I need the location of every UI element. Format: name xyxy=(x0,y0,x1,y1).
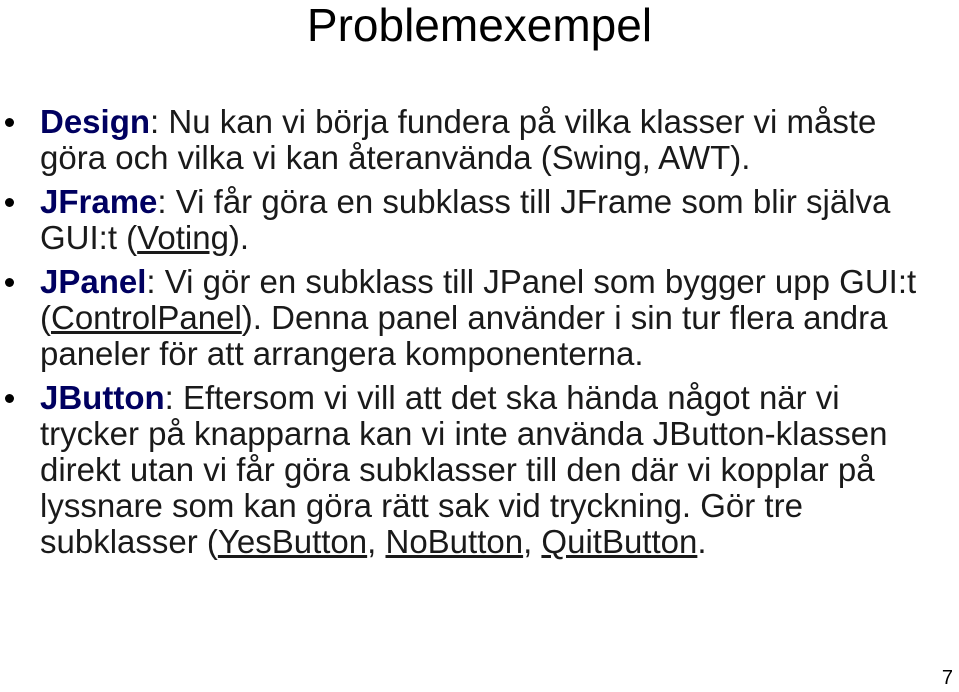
bullet-design xyxy=(0,104,940,176)
separator-2: , xyxy=(523,523,542,560)
bullet-jpanel xyxy=(0,264,940,372)
separator-1: , xyxy=(367,523,386,560)
bullet-jframe-text-after: ). xyxy=(228,219,250,256)
bullet-jbutton xyxy=(0,380,940,560)
term-jpanel: JPanel xyxy=(40,263,147,300)
term-jbutton: JButton xyxy=(40,379,165,416)
link-quitbutton[interactable]: QuitButton xyxy=(541,523,698,560)
bullet-jpanel-text-before: : Vi gör en subklass till JPanel som bygger upp GUI:t ( xyxy=(40,263,917,336)
page-number: 7 xyxy=(941,667,953,689)
bullet-jbutton-text-before: : Eftersom vi vill att det ska hända något när vi trycker på knapparna kan vi inte använda JButton-klassen direkt utan vi får göra subklasser till den där vi kopplar på lyssnare som kan göra rätt sak vid tryckning. Gör tre subklasser ( xyxy=(40,379,888,560)
bullet-jframe-text-before: : Vi får göra en subklass till JFrame som blir själva GUI:t ( xyxy=(40,183,891,256)
term-jframe: JFrame xyxy=(40,183,158,220)
link-nobutton[interactable]: NoButton xyxy=(385,523,524,560)
term-design: Design xyxy=(40,103,151,140)
link-voting[interactable]: Voting xyxy=(137,219,229,256)
link-controlpanel[interactable]: ControlPanel xyxy=(51,299,242,336)
bullet-design-text: : Nu kan vi börja fundera på vilka klasser vi måste göra och vilka vi kan återanvända (Swing, AWT). xyxy=(40,103,877,176)
bullet-jbutton-text-after: . xyxy=(697,523,707,560)
bullet-jframe xyxy=(0,184,940,256)
bullet-jpanel-text-after: ). Denna panel använder i sin tur flera andra paneler för att arrangera komponenterna. xyxy=(40,299,888,372)
link-yesbutton[interactable]: YesButton xyxy=(217,523,368,560)
slide-title: Problemexempel xyxy=(306,0,653,51)
bullet-list xyxy=(0,104,959,568)
